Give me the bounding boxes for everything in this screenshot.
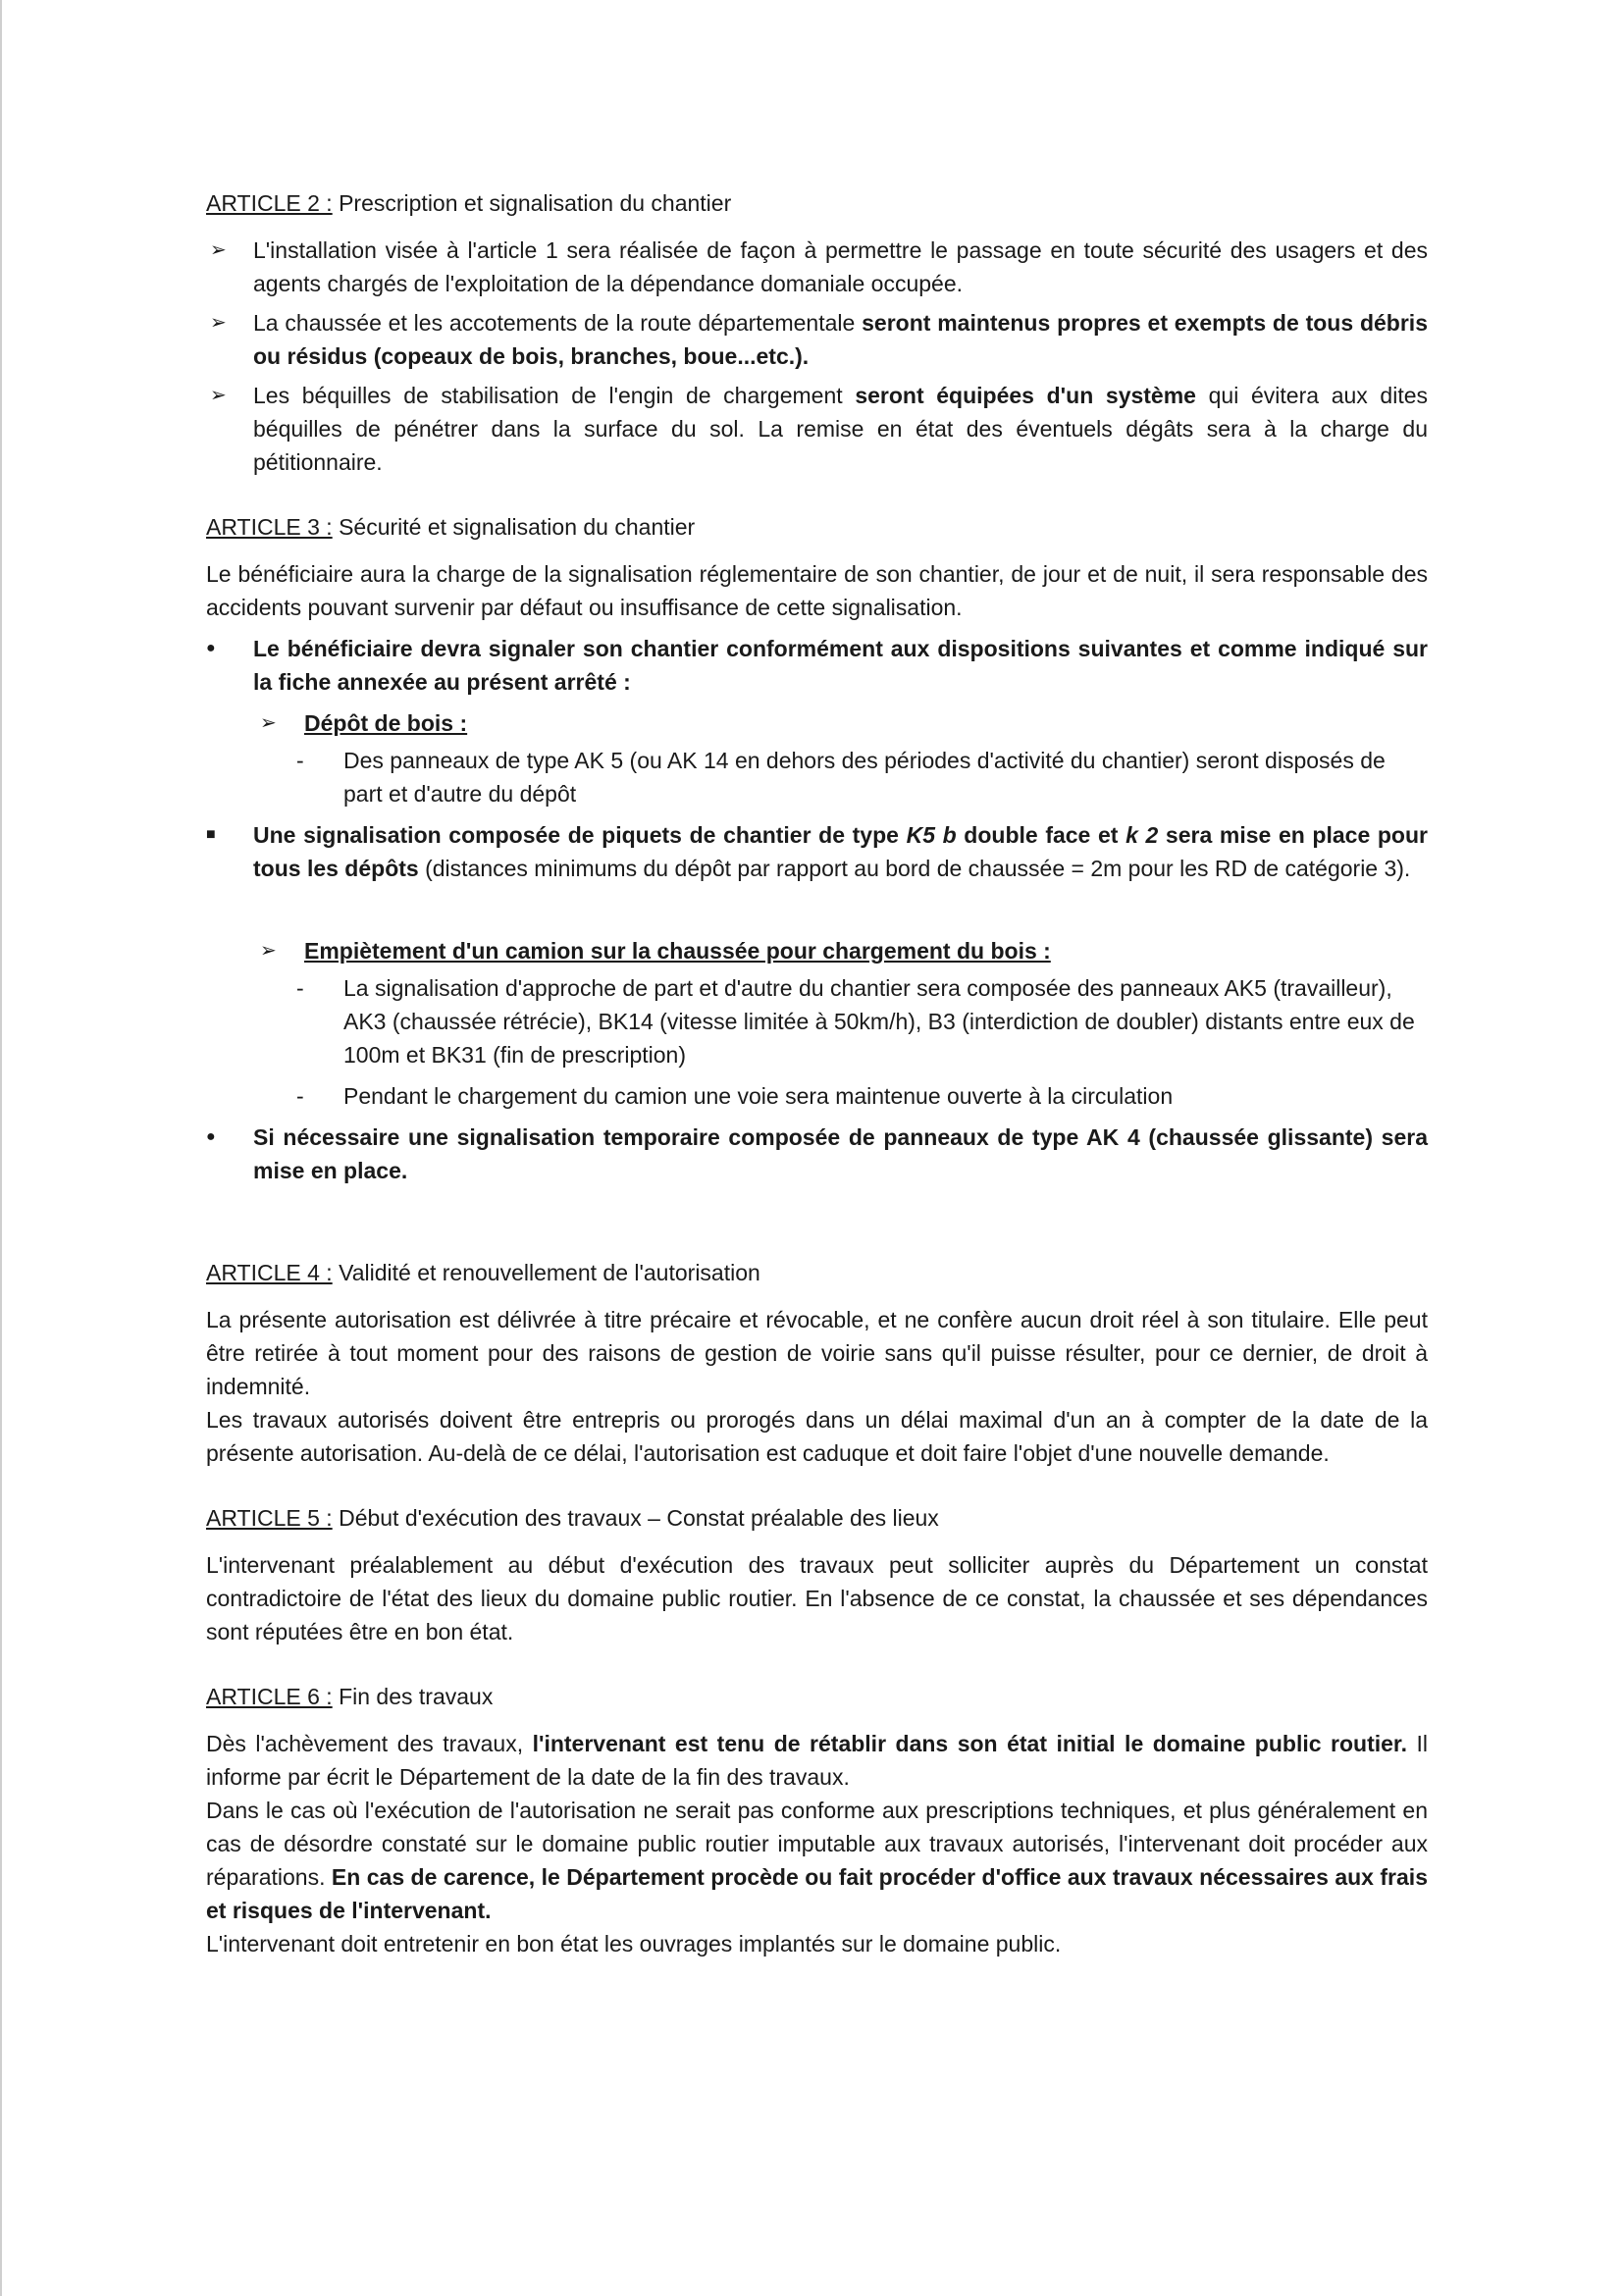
bullet-dot-icon: ●	[206, 1128, 216, 1145]
article-6-heading	[206, 1680, 1428, 1713]
bullet-dot-icon: ●	[206, 640, 216, 656]
article-5-title: Début d'exécution des travaux – Constat préalable des lieux	[332, 1505, 939, 1531]
arrow-marker-icon: ➢	[210, 312, 227, 334]
arrow-marker-icon: ➢	[210, 385, 227, 406]
arrow-marker-icon: ➢	[260, 940, 277, 962]
article-3-dash-1: - Des panneaux de type AK 5 (ou AK 14 en dehors des périodes d'activité du chantier) seront disposés de part et d'autre du dépôt	[206, 744, 1428, 810]
article-3-heading	[206, 510, 1428, 544]
article-6	[206, 1680, 1428, 1960]
article-4-title: Validité et renouvellement de l'autorisation	[332, 1260, 760, 1285]
article-6-title: Fin des travaux	[332, 1684, 494, 1709]
article-2-label: ARTICLE 2 :	[206, 190, 333, 216]
article-3-dash-3: - Pendant le chargement du camion une voie sera maintenue ouverte à la circulation	[206, 1079, 1428, 1113]
article-6-label: ARTICLE 6 :	[206, 1684, 333, 1709]
article-2	[206, 186, 1428, 479]
article-4-paragraph-1: La présente autorisation est délivrée à titre précaire et révocable, et ne confère aucun droit réel à son titulaire. Elle peut être retirée à tout moment pour des raisons de gestion de voirie sans qu'il puisse résulter, pour ce dernier, de droit à indemnité.	[206, 1307, 1428, 1399]
dash-marker: -	[296, 1083, 304, 1109]
bullet-square-icon: ■	[206, 826, 216, 843]
article-3-subsection-empietement: ➢ Empiètement d'un camion sur la chaussée pour chargement du bois :	[206, 934, 1428, 967]
article-3-subsection-depot: ➢ Dépôt de bois :	[206, 706, 1428, 740]
article-2-title: Prescription et signalisation du chantier	[332, 190, 732, 216]
article-4-paragraph-2: Les travaux autorisés doivent être entrepris ou prorogés dans un délai maximal d'un an à compter de la date de la présente autorisation. Au-delà de ce délai, l'autorisation est caduque et doit faire l'objet d'une nouvelle demande.	[206, 1407, 1428, 1466]
article-2-heading	[206, 186, 1428, 220]
article-3-bullet-1: ● Le bénéficiaire devra signaler son chantier conformément aux dispositions suivantes et comme indiqué sur la fiche annexée au présent arrêté :	[206, 632, 1428, 699]
article-5-heading	[206, 1501, 1428, 1535]
article-3-bullet-3: ● Si nécessaire une signalisation temporaire composée de panneaux de type AK 4 (chaussée glissante) sera mise en place.	[206, 1121, 1428, 1187]
article-3-bullet-2: ■ Une signalisation composée de piquets de chantier de type K5 b double face et k 2 sera mise en place pour tous les dépôts (distances minimums du dépôt par rapport au bord de chaussée = 2m pour les RD de catégorie 3).	[206, 818, 1428, 885]
article-3	[206, 510, 1428, 1187]
document-body	[206, 186, 1428, 1992]
arrow-marker-icon: ➢	[210, 239, 227, 261]
article-5	[206, 1501, 1428, 1648]
article-2-item-1: ➢ L'installation visée à l'article 1 sera réalisée de façon à permettre le passage en toute sécurité des usagers et des agents chargés de l'exploitation de la dépendance domaniale occupée.	[206, 234, 1428, 300]
article-5-label: ARTICLE 5 :	[206, 1505, 333, 1531]
article-3-intro: Le bénéficiaire aura la charge de la signalisation réglementaire de son chantier, de jour et de nuit, il sera responsable des accidents pouvant survenir par défaut ou insuffisance de cette signalisation.	[206, 561, 1428, 620]
dash-marker: -	[296, 748, 304, 773]
article-4-heading	[206, 1256, 1428, 1289]
article-4-label: ARTICLE 4 :	[206, 1260, 333, 1285]
article-6-paragraph-2: Dans le cas où l'exécution de l'autorisation ne serait pas conforme aux prescriptions techniques, et plus généralement en cas de désordre constaté sur le domaine public routier imputable aux travaux autorisés, l'intervenant doit procéder aux réparations. En cas de carence, le Département procède ou fait procéder d'office aux travaux nécessaires aux frais et risques de l'intervenant.	[206, 1798, 1428, 1923]
article-5-paragraph-1: L'intervenant préalablement au début d'exécution des travaux peut solliciter auprès du Département un constat contradictoire de l'état des lieux du domaine public routier. En l'absence de ce constat, la chaussée et ses dépendances sont réputées être en bon état.	[206, 1552, 1428, 1644]
article-3-title: Sécurité et signalisation du chantier	[332, 514, 696, 540]
article-6-paragraph-1: Dès l'achèvement des travaux, l'intervenant est tenu de rétablir dans son état initial le domaine public routier. Il informe par écrit le Département de la date de la fin des travaux.	[206, 1731, 1428, 1790]
scan-edge	[0, 0, 2, 2296]
article-2-item-2: ➢ La chaussée et les accotements de la route départementale seront maintenus propres et exempts de tous débris ou résidus (copeaux de bois, branches, boue...etc.).	[206, 306, 1428, 373]
article-6-paragraph-3: L'intervenant doit entretenir en bon état les ouvrages implantés sur le domaine public.	[206, 1931, 1062, 1957]
dash-marker: -	[296, 975, 304, 1001]
article-4	[206, 1256, 1428, 1470]
article-2-item-3: ➢ Les béquilles de stabilisation de l'engin de chargement seront équipées d'un système qui évitera aux dites béquilles de pénétrer dans la surface du sol. La remise en état des éventuels dégâts sera à la charge du pétitionnaire.	[206, 379, 1428, 479]
article-3-dash-2: - La signalisation d'approche de part et d'autre du chantier sera composée des panneaux AK5 (travailleur), AK3 (chaussée rétrécie), BK14 (vitesse limitée à 50km/h), B3 (interdiction de doubler) distants entre eux de 100m et BK31 (fin de prescription)	[206, 971, 1428, 1071]
article-3-label: ARTICLE 3 :	[206, 514, 333, 540]
arrow-marker-icon: ➢	[260, 712, 277, 734]
